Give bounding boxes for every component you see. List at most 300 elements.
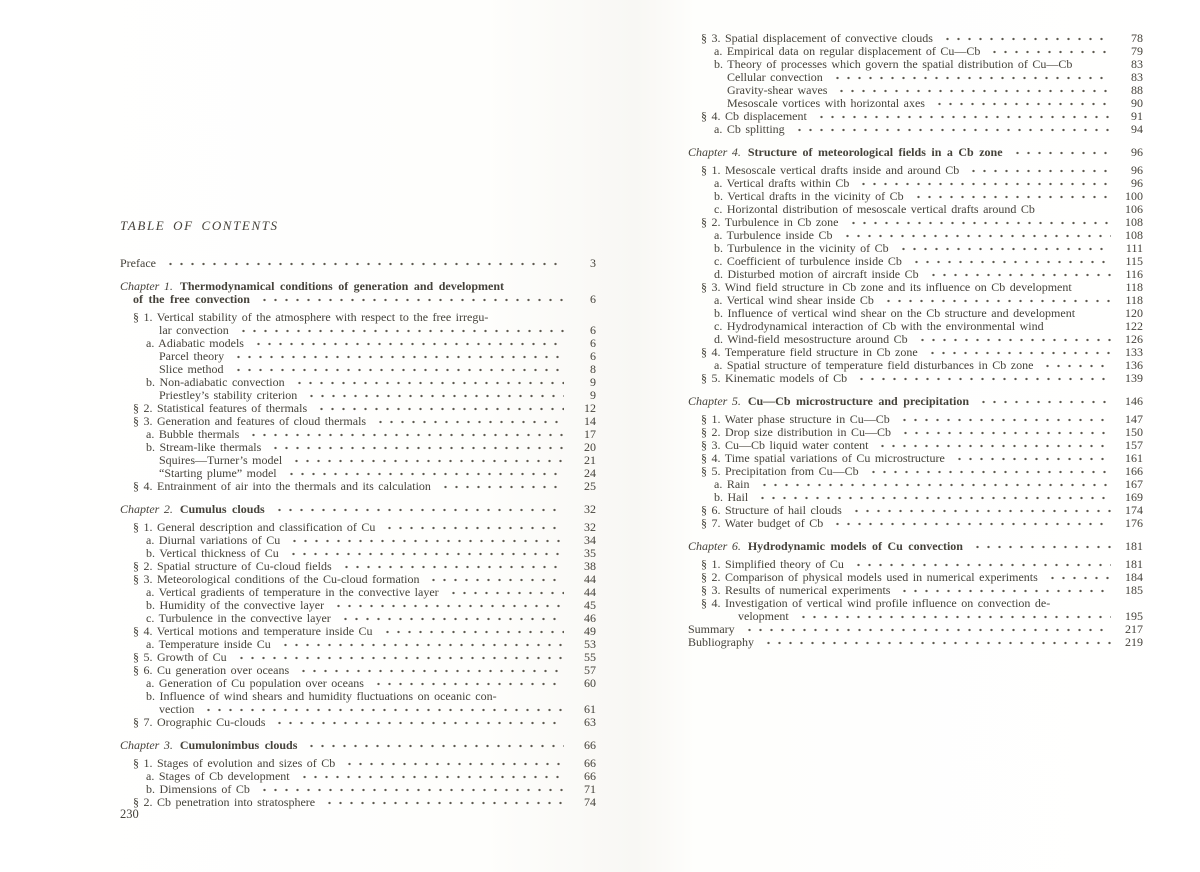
toc-chapter-row <box>120 280 596 293</box>
toc-row <box>688 229 1143 242</box>
dot-leader <box>970 540 1111 553</box>
toc-row <box>688 491 1143 504</box>
toc-row <box>688 517 1143 530</box>
toc-chapter-row <box>688 540 1143 553</box>
page-number: 166 <box>1125 465 1143 478</box>
page-number: 96 <box>1131 177 1143 190</box>
toc-row <box>688 32 1143 45</box>
dot-leader <box>830 71 1111 84</box>
dot-leader <box>1045 571 1111 584</box>
page-number: 66 <box>584 770 596 783</box>
toc-row <box>688 177 1143 190</box>
toc-row <box>120 311 596 324</box>
toc-row <box>688 346 1143 359</box>
page-number: 115 <box>1125 255 1143 268</box>
page-number: 25 <box>584 480 596 493</box>
dot-leader <box>966 164 1111 177</box>
right-page-toc <box>688 32 1143 649</box>
page-number: 34 <box>584 534 596 547</box>
entry-text: b. Hail <box>714 491 749 504</box>
toc-row <box>120 783 596 796</box>
dot-leader <box>272 503 564 516</box>
dot-leader <box>304 739 564 752</box>
chapter-label: Chapter 5. <box>688 395 741 408</box>
dot-leader <box>915 333 1111 346</box>
entry-text: a. Turbulence inside Cb <box>714 229 833 242</box>
page-number: 83 <box>1131 58 1143 71</box>
dot-leader <box>201 703 564 716</box>
entry-text: b. Stream-like thermals <box>146 441 262 454</box>
entry-text: § 6. Cu generation over oceans <box>133 664 290 677</box>
page-number: 161 <box>1125 452 1143 465</box>
entry-text: a. Spatial structure of temperature field disturbances in Cb zone <box>714 359 1034 372</box>
entry-text: § 4. Entrainment of air into the thermals and its calculation <box>133 480 431 493</box>
dot-leader <box>1040 359 1111 372</box>
entry-text: § 2. Cb penetration into stratosphere <box>133 796 316 809</box>
page-number: 133 <box>1125 346 1143 359</box>
page-number: 184 <box>1125 571 1143 584</box>
entry-text: a. Diurnal variations of Cu <box>146 534 281 547</box>
page-number: 157 <box>1125 439 1143 452</box>
page-number: 20 <box>584 441 596 454</box>
toc-row <box>120 415 596 428</box>
entry-text: a. Temperature inside Cu <box>146 638 271 651</box>
entry-text: § 7. Orographic Cu-clouds <box>133 716 266 729</box>
page-number: 24 <box>584 467 596 480</box>
entry-text: a. Adiabatic models <box>146 337 244 350</box>
dot-leader <box>932 97 1111 110</box>
entry-text: a. Vertical wind shear inside Cb <box>714 294 874 307</box>
dot-leader <box>268 441 564 454</box>
toc-row <box>120 293 596 306</box>
dot-leader <box>926 268 1111 281</box>
toc-row <box>688 558 1143 571</box>
entry-text: § 2. Comparison of physical models used in numerical experiments <box>701 571 1038 584</box>
dot-leader <box>231 363 565 376</box>
toc-row <box>688 84 1143 97</box>
toc-row <box>688 426 1143 439</box>
toc-row <box>688 307 1143 320</box>
page-number: 9 <box>590 389 596 402</box>
entry-text: d. Disturbed motion of aircraft inside Cb <box>714 268 919 281</box>
toc-row <box>688 110 1143 123</box>
entry-text: § 3. Wind field structure in Cb zone and its influence on Cb development <box>701 281 1072 294</box>
entry-text: a. Empirical data on regular displacement of Cu—Cb <box>714 45 981 58</box>
toc-row <box>120 664 596 677</box>
dot-leader <box>339 560 564 573</box>
dot-leader <box>292 376 564 389</box>
toc-row <box>688 203 1143 216</box>
dot-leader <box>849 504 1111 517</box>
page-number: 122 <box>1125 320 1143 333</box>
dot-leader <box>278 638 564 651</box>
page-number: 88 <box>1131 84 1143 97</box>
entry-text: § 3. Generation and features of cloud thermals <box>133 415 367 428</box>
entry-text: b. Influence of vertical wind shear on the Cb structure and development <box>714 307 1076 320</box>
page-number: 118 <box>1125 281 1143 294</box>
dot-leader <box>251 337 564 350</box>
page-number: 3 <box>590 257 596 270</box>
left-page-folio: 230 <box>120 807 139 821</box>
entry-text: Parcel theory <box>159 350 225 363</box>
page-number: 46 <box>584 612 596 625</box>
entry-text: § 1. Water phase structure in Cu—Cb <box>701 413 890 426</box>
entry-text: § 4. Cb displacement <box>701 110 807 123</box>
page-number: 17 <box>584 428 596 441</box>
entry-text: a. Rain <box>714 478 750 491</box>
entry-text: § 3. Spatial displacement of convective clouds <box>701 32 933 45</box>
toc-row <box>688 45 1143 58</box>
toc-row <box>120 677 596 690</box>
page-number: 35 <box>584 547 596 560</box>
dot-leader <box>322 796 564 809</box>
toc-row <box>688 333 1143 346</box>
entry-text: § 1. Stages of evolution and sizes of Cb <box>133 757 336 770</box>
toc-row <box>688 242 1143 255</box>
entry-text: a. Generation of Cu population over oceans <box>146 677 364 690</box>
left-page-toc <box>120 218 596 809</box>
toc-row <box>120 467 596 480</box>
toc-row <box>120 350 596 363</box>
dot-leader <box>246 428 564 441</box>
page-number: 100 <box>1125 190 1143 203</box>
entry-text: § 7. Water budget of Cb <box>701 517 824 530</box>
toc-row <box>688 255 1143 268</box>
entry-text: c. Coefficient of turbulence inside Cb <box>714 255 902 268</box>
entry-text: Squires—Turner’s model <box>159 454 283 467</box>
toc-row <box>120 612 596 625</box>
entry-text: d. Wind-field mesostructure around Cb <box>714 333 908 346</box>
chapter-title: Cumulonimbus clouds <box>179 739 298 752</box>
page-number: 111 <box>1125 242 1143 255</box>
entry-text: Priestley’s stability criterion <box>159 389 298 402</box>
toc-row <box>120 757 596 770</box>
toc-row <box>120 716 596 729</box>
toc-row <box>688 571 1143 584</box>
entry-text: b. Humidity of the convective layer <box>146 599 325 612</box>
toc-row <box>120 651 596 664</box>
dot-leader <box>881 294 1111 307</box>
page-number: 55 <box>584 651 596 664</box>
page-number: 185 <box>1125 584 1143 597</box>
page-number: 118 <box>1125 294 1143 307</box>
page-number: 167 <box>1125 478 1143 491</box>
toc-row <box>120 324 596 337</box>
dot-leader <box>814 110 1111 123</box>
toc-row <box>120 573 596 586</box>
dot-leader <box>866 465 1111 478</box>
dot-leader <box>426 573 564 586</box>
dot-leader <box>373 415 564 428</box>
toc-row <box>688 294 1143 307</box>
page-number: 83 <box>1131 71 1143 84</box>
page-number: 108 <box>1125 229 1143 242</box>
dot-leader <box>296 664 564 677</box>
dot-leader <box>755 491 1111 504</box>
page-number: 45 <box>584 599 596 612</box>
dot-leader <box>909 255 1111 268</box>
entry-text: c. Hydrodynamical interaction of Cb with the environmental wind <box>714 320 1044 333</box>
page-number: 6 <box>590 350 596 363</box>
chapter-label: Chapter 1. <box>120 280 173 293</box>
toc-row <box>688 504 1143 517</box>
entry-text: lar convection <box>159 324 229 337</box>
toc-row <box>688 190 1143 203</box>
toc-row <box>120 376 596 389</box>
toc-row <box>120 521 596 534</box>
dot-leader <box>382 521 564 534</box>
chapter-title: Cumulus clouds <box>179 503 265 516</box>
dot-leader <box>976 395 1111 408</box>
chapter-title: Hydrodynamic models of Cu convection <box>747 540 963 553</box>
toc-row <box>120 363 596 376</box>
entry-text: Cellular convection <box>727 71 823 84</box>
chapter-label: Chapter 6. <box>688 540 741 553</box>
toc-row <box>120 560 596 573</box>
toc-row <box>120 337 596 350</box>
dot-leader <box>257 783 564 796</box>
entry-text: a. Bubble thermals <box>146 428 240 441</box>
entry-text: b. Influence of wind shears and humidity fluctuations on oceanic con- <box>146 690 497 703</box>
toc-row <box>120 428 596 441</box>
page-number: 147 <box>1125 413 1143 426</box>
toc-chapter-row <box>120 503 596 516</box>
page-number: 53 <box>584 638 596 651</box>
page-number: 91 <box>1131 110 1143 123</box>
page-number: 44 <box>584 573 596 586</box>
toc-row <box>688 452 1143 465</box>
toc-row <box>688 623 1143 636</box>
dot-leader <box>796 610 1111 623</box>
toc-row <box>120 770 596 783</box>
toc-row <box>688 71 1143 84</box>
entry-text: § 5. Precipitation from Cu—Cb <box>701 465 859 478</box>
page-number: 57 <box>584 664 596 677</box>
toc-row <box>688 359 1143 372</box>
toc-row <box>120 389 596 402</box>
entry-text: § 5. Growth of Cu <box>133 651 227 664</box>
entry-text: c. Turbulence in the convective layer <box>146 612 331 625</box>
toc-heading: TABLE OF CONTENTS <box>120 218 279 233</box>
entry-text: § 2. Spatial structure of Cu-cloud fields <box>133 560 332 573</box>
chapter-label: Chapter 2. <box>120 503 173 516</box>
toc-row <box>688 58 1143 71</box>
chapter-title: Cu—Cb microstructure and precipitation <box>747 395 970 408</box>
entry-text: § 2. Drop size distribution in Cu—Cb <box>701 426 891 439</box>
entry-text: b. Theory of processes which govern the spatial distribution of Cu—Cb <box>714 58 1073 71</box>
page-number: 66 <box>584 739 596 752</box>
page-number: 126 <box>1125 333 1143 346</box>
page-number: 63 <box>584 716 596 729</box>
entry-text: § 2. Statistical features of thermals <box>133 402 308 415</box>
entry-text: § 1. Mesoscale vertical drafts inside and around Cb <box>701 164 960 177</box>
page-number: 78 <box>1131 32 1143 45</box>
page-number: 60 <box>584 677 596 690</box>
toc-row <box>688 320 1143 333</box>
entry-text: § 4. Time spatial variations of Cu microstructure <box>701 452 945 465</box>
toc-row <box>120 534 596 547</box>
entry-text: Mesoscale vortices with horizontal axes <box>727 97 925 110</box>
entry-text: a. Stages of Cb development <box>146 770 290 783</box>
entry-text: b. Turbulence in the vicinity of Cb <box>714 242 889 255</box>
page-number: 12 <box>584 402 596 415</box>
dot-leader <box>911 190 1111 203</box>
toc-row <box>688 372 1143 385</box>
page-number: 94 <box>1131 123 1143 136</box>
page-number: 32 <box>584 521 596 534</box>
toc-row <box>688 584 1143 597</box>
page-number: 136 <box>1125 359 1143 372</box>
chapter-label: Chapter 3. <box>120 739 173 752</box>
page-number: 44 <box>584 586 596 599</box>
page-number: 32 <box>584 503 596 516</box>
page-number: 6 <box>590 293 596 306</box>
chapter-title: of the free convection <box>133 293 250 306</box>
entry-text: § 6. Structure of hail clouds <box>701 504 842 517</box>
dot-leader <box>257 293 564 306</box>
toc-row <box>688 465 1143 478</box>
toc-row <box>120 441 596 454</box>
dot-leader <box>925 346 1111 359</box>
toc-row <box>688 597 1143 610</box>
page-number: 108 <box>1125 216 1143 229</box>
entry-text: a. Cb splitting <box>714 123 785 136</box>
dot-leader <box>856 177 1111 190</box>
entry-text: b. Dimensions of Cb <box>146 783 250 796</box>
entry-text: a. Vertical gradients of temperature in the convective layer <box>146 586 439 599</box>
page-number: 61 <box>584 703 596 716</box>
dot-leader <box>840 229 1112 242</box>
toc-row <box>688 413 1143 426</box>
dot-leader <box>846 216 1112 229</box>
toc-row <box>688 268 1143 281</box>
entry-text: § 1. Vertical stability of the atmosphere with respect to the free irregu- <box>133 311 489 324</box>
entry-text: § 1. Simplified theory of Cu <box>701 558 844 571</box>
page-number: 71 <box>584 783 596 796</box>
dot-leader <box>742 623 1111 636</box>
dot-leader <box>897 584 1111 597</box>
page-number: 174 <box>1125 504 1143 517</box>
toc-row <box>120 547 596 560</box>
page-number: 66 <box>584 757 596 770</box>
toc-row <box>120 625 596 638</box>
entry-text: § 3. Results of numerical experiments <box>701 584 891 597</box>
dot-leader <box>331 599 564 612</box>
page-number: 90 <box>1131 97 1143 110</box>
dot-leader <box>234 651 564 664</box>
toc-row <box>688 123 1143 136</box>
page-number: 21 <box>584 454 596 467</box>
toc-row <box>120 638 596 651</box>
dot-leader <box>338 612 564 625</box>
dot-leader <box>446 586 564 599</box>
entry-text: § 1. General description and classification of Cu <box>133 521 376 534</box>
dot-leader <box>284 467 564 480</box>
entry-text: Preface <box>120 257 156 270</box>
chapter-label: Chapter 4. <box>688 146 741 159</box>
page-number: 6 <box>590 324 596 337</box>
page-number: 139 <box>1125 372 1143 385</box>
dot-leader <box>342 757 564 770</box>
toc-row <box>120 454 596 467</box>
dot-leader <box>1010 146 1111 159</box>
dot-leader <box>952 452 1111 465</box>
page-number: 74 <box>584 796 596 809</box>
entry-text: “Starting plume” model <box>159 467 277 480</box>
entry-text: § 5. Kinematic models of Cb <box>701 372 848 385</box>
toc-chapter-row <box>688 146 1143 159</box>
page-number: 181 <box>1125 540 1143 553</box>
page-number: 217 <box>1125 623 1143 636</box>
page-number: 96 <box>1131 146 1143 159</box>
entry-text: Bubliography <box>688 636 754 649</box>
entry-text: Slice method <box>159 363 224 376</box>
toc-row <box>688 281 1143 294</box>
page-number: 38 <box>584 560 596 573</box>
dot-leader <box>304 389 564 402</box>
page-number: 6 <box>590 337 596 350</box>
page-number: 9 <box>590 376 596 389</box>
chapter-title: Thermodynamical conditions of generation and development <box>179 280 505 293</box>
dot-leader <box>287 534 564 547</box>
dot-leader <box>830 517 1111 530</box>
toc-row <box>120 599 596 612</box>
toc-row <box>120 703 596 716</box>
toc-row <box>688 478 1143 491</box>
toc-row <box>120 796 596 809</box>
entry-text: § 4. Temperature field structure in Cb zone <box>701 346 918 359</box>
toc-row <box>688 610 1143 623</box>
toc-row <box>688 636 1143 649</box>
page-number: 120 <box>1125 307 1143 320</box>
entry-text: vection <box>159 703 195 716</box>
chapter-title: Structure of meteorological fields in a Cb zone <box>747 146 1003 159</box>
entry-text: velopment <box>738 610 789 623</box>
entry-text: b. Vertical thickness of Cu <box>146 547 279 560</box>
dot-leader <box>286 547 564 560</box>
page-number: 176 <box>1125 517 1143 530</box>
toc-row <box>120 586 596 599</box>
entry-text: Gravity-shear waves <box>727 84 828 97</box>
entry-text: § 4. Vertical motions and temperature inside Cu <box>133 625 373 638</box>
entry-text: Summary <box>688 623 735 636</box>
page-number: 169 <box>1125 491 1143 504</box>
page-number: 146 <box>1125 395 1143 408</box>
dot-leader <box>231 350 564 363</box>
dot-leader <box>272 716 564 729</box>
page-number: 116 <box>1125 268 1143 281</box>
dot-leader <box>438 480 564 493</box>
page-number: 14 <box>584 415 596 428</box>
dot-leader <box>834 84 1111 97</box>
entry-text: § 2. Turbulence in Cb zone <box>701 216 839 229</box>
dot-leader <box>851 558 1111 571</box>
left-toc-entries <box>120 257 596 809</box>
page-number: 79 <box>1131 45 1143 58</box>
page-number: 195 <box>1125 610 1143 623</box>
entry-text: a. Vertical drafts within Cb <box>714 177 850 190</box>
entry-text: § 4. Investigation of vertical wind profile influence on convection de- <box>701 597 1051 610</box>
dot-leader <box>163 257 564 270</box>
entry-text: § 3. Cu—Cb liquid water content <box>701 439 869 452</box>
toc-row <box>688 164 1143 177</box>
toc-chapter-row <box>688 395 1143 408</box>
toc-row <box>688 97 1143 110</box>
dot-leader <box>757 478 1112 491</box>
dot-leader <box>792 123 1111 136</box>
dot-leader <box>297 770 564 783</box>
dot-leader <box>761 636 1111 649</box>
